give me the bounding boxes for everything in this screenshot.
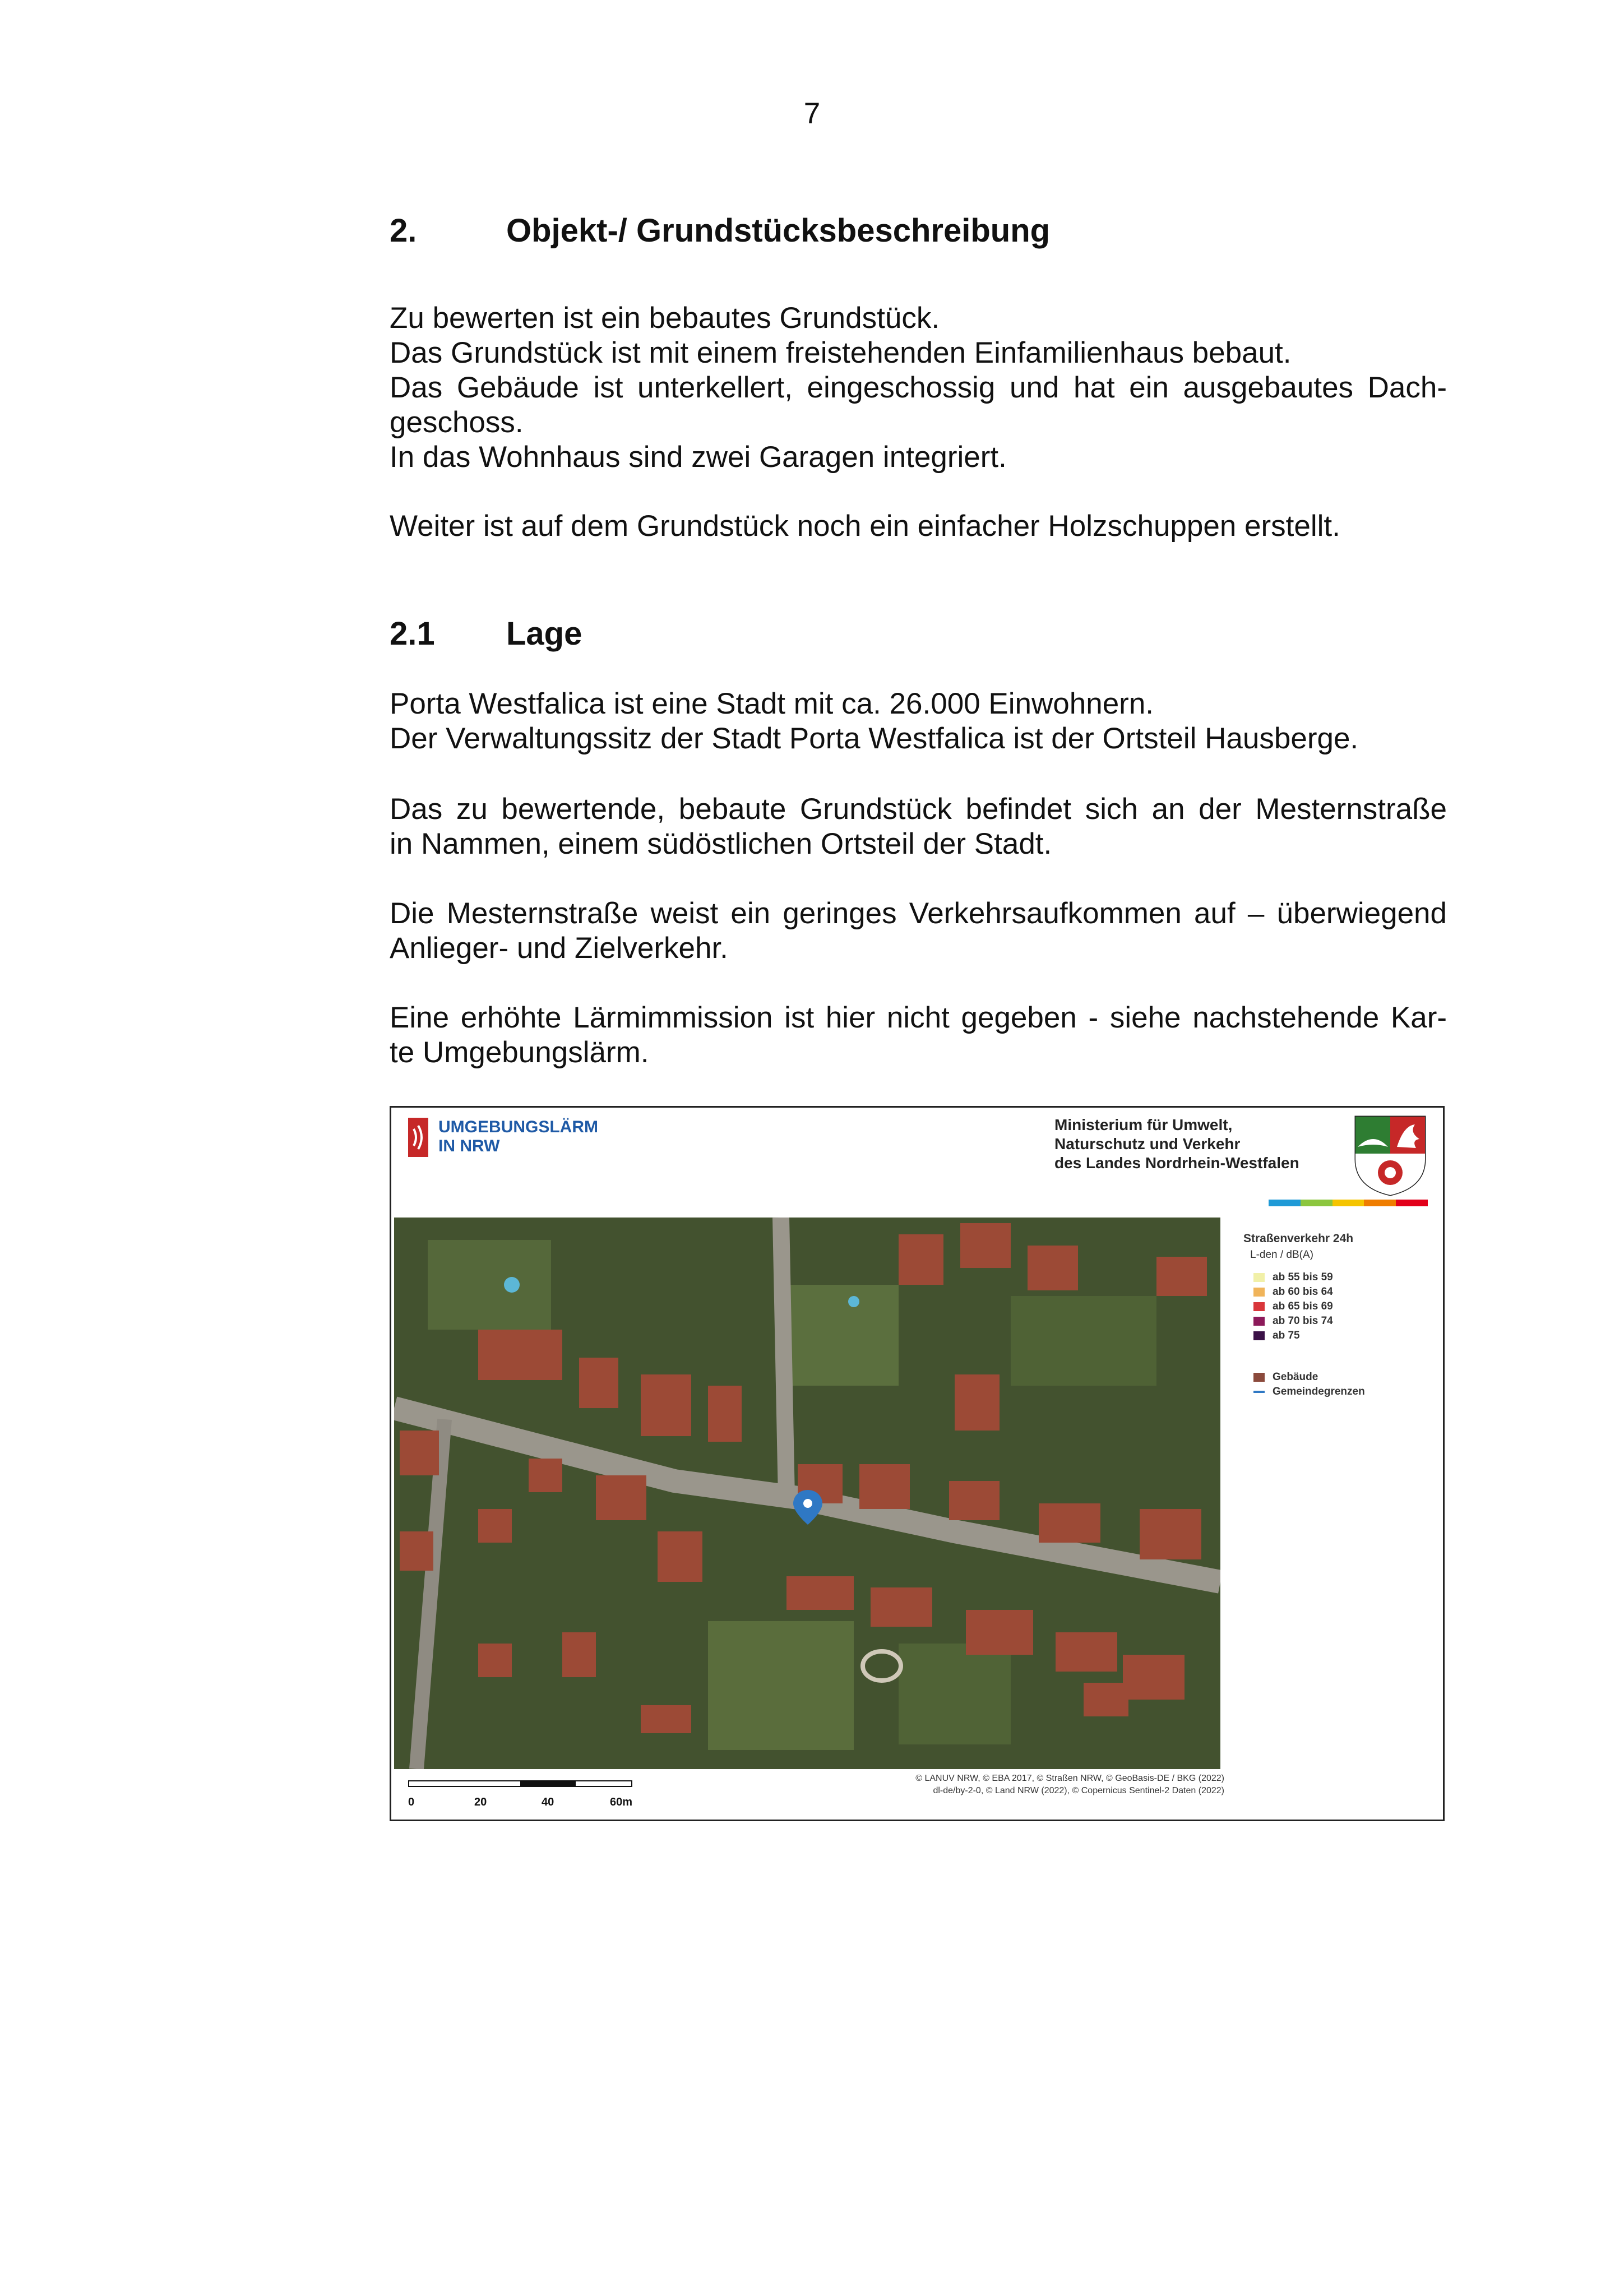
- section-heading-2: [390, 212, 1050, 249]
- scale-bar: [408, 1780, 655, 1808]
- section-2-paragraph-2: [390, 509, 1447, 544]
- scale-label: 60m: [610, 1796, 633, 1808]
- legend-item-buildings: Gebäude: [1253, 1371, 1365, 1383]
- logo-line-1: UMGEBUNGSLÄRM: [438, 1118, 598, 1136]
- text-line: Die Mesternstraße weist ein geringes Verkehrsaufkommen auf – überwiegend: [390, 897, 1447, 930]
- section-title: Objekt-/ Grundstücksbeschreibung: [506, 212, 1051, 249]
- text-line: Das zu bewertende, bebaute Grundstück befindet sich an der Mesternstraße: [390, 793, 1447, 826]
- section-2-1-paragraph-4: [390, 1001, 1447, 1070]
- legend-item: ab 55 bis 59: [1253, 1271, 1365, 1284]
- text-line: Das Gebäude ist unterkellert, eingeschossig und hat ein ausgebautes Dach-: [390, 371, 1447, 404]
- text-line: te Umgebungslärm.: [390, 1036, 649, 1069]
- section-heading-2-1: [390, 615, 582, 652]
- section-number: 2.1: [390, 615, 435, 652]
- ministry-line: Ministerium für Umwelt,: [1054, 1116, 1233, 1133]
- legend-item: ab 75: [1253, 1330, 1365, 1342]
- text-line: Zu bewerten ist ein bebautes Grundstück.: [390, 302, 940, 335]
- scale-label: 0: [408, 1796, 415, 1808]
- ministry-color-bar: [1269, 1200, 1428, 1206]
- legend-item-boundary: Gemeindegrenzen: [1253, 1386, 1365, 1398]
- nrw-coat-of-arms-icon: [1353, 1114, 1427, 1197]
- page-number: 7: [803, 97, 821, 130]
- ministry-line: Naturschutz und Verkehr: [1054, 1135, 1241, 1152]
- section-title: Lage: [506, 615, 582, 652]
- map-legend: [1243, 1232, 1365, 1400]
- map-copyright: © LANUV NRW, © EBA 2017, © Straßen NRW, © GeoBasis-DE / BKG (2022) dl-de/by-2-0, © Land NRW (2022), © Copernicus Sentinel-2 Daten (2022): [915, 1774, 1224, 1795]
- section-2-1-paragraph-3: [390, 896, 1447, 966]
- legend-title: Straßenverkehr 24h: [1243, 1232, 1354, 1245]
- ministry-line: des Landes Nordrhein-Westfalen: [1054, 1154, 1299, 1172]
- section-2-1-paragraph-2: [390, 792, 1447, 862]
- text-line: Weiter ist auf dem Grundstück noch ein einfacher Holzschuppen erstellt.: [390, 510, 1340, 543]
- section-2-1-paragraph-1: [390, 687, 1447, 756]
- text-line: in Nammen, einem südöstlichen Ortsteil der Stadt.: [390, 827, 1052, 860]
- text-line: Anlieger- und Zielverkehr.: [390, 932, 728, 965]
- legend-item: ab 70 bis 74: [1253, 1315, 1365, 1327]
- aerial-photo: [394, 1218, 1220, 1769]
- text-line: Der Verwaltungssitz der Stadt Porta Westfalica ist der Ortsteil Hausberge.: [390, 722, 1359, 755]
- scale-label: 20: [474, 1796, 487, 1808]
- text-line: Das Grundstück ist mit einem freistehenden Einfamilienhaus bebaut.: [390, 336, 1292, 369]
- text-line: Eine erhöhte Lärmimmission ist hier nicht gegeben - siehe nachstehende Kar-: [390, 1001, 1447, 1034]
- logo-line-2: IN NRW: [438, 1137, 500, 1155]
- section-2-paragraph-1: [390, 301, 1447, 475]
- section-number: 2.: [390, 212, 417, 249]
- umgebungslaerm-logo: [408, 1118, 598, 1157]
- text-line: In das Wohnhaus sind zwei Garagen integriert.: [390, 441, 1007, 474]
- text-line: geschoss.: [390, 406, 524, 439]
- sound-wave-icon: [408, 1118, 428, 1157]
- noise-map-figure: [390, 1106, 1445, 1821]
- scale-label: 40: [542, 1796, 554, 1808]
- legend-subtitle: L-den / dB(A): [1250, 1249, 1313, 1261]
- legend-item: ab 60 bis 64: [1253, 1286, 1365, 1298]
- text-line: Porta Westfalica ist eine Stadt mit ca. 26.000 Einwohnern.: [390, 687, 1154, 720]
- ministry-name: [1054, 1115, 1299, 1173]
- legend-item: ab 65 bis 69: [1253, 1300, 1365, 1313]
